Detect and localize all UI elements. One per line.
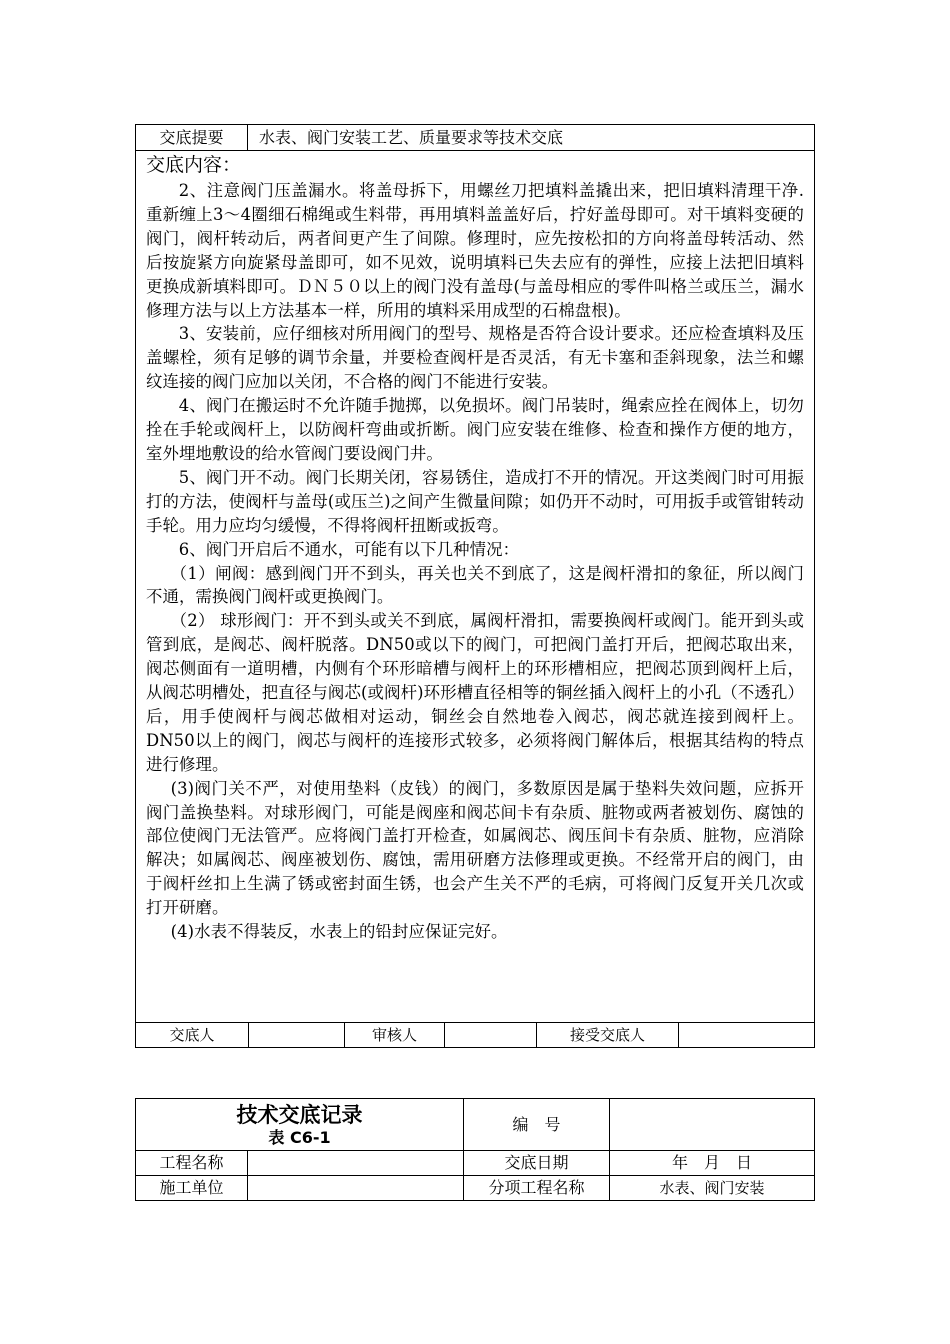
number-label: 编 号 xyxy=(464,1099,610,1151)
paragraph-5: 5、阀门开不动。阀门长期关闭，容易锈住，造成打不开的情况。开这类阀门时可用振打的方法，使阀杆与盖母(或压兰)之间产生微量间隙；如仍开不动时，可用扳手或管钳转动手轮。用力应均匀缓慢，不得将阀杆扭断或扳弯。 xyxy=(146,467,804,535)
summary-label: 交底提要 xyxy=(136,125,248,150)
discloser-field[interactable] xyxy=(249,1023,345,1047)
sub-paragraph-4: (4)水表不得装反，水表上的铅封应保证完好。 xyxy=(170,922,508,942)
number-field[interactable] xyxy=(610,1099,814,1151)
content-heading: 交底内容： xyxy=(146,154,242,176)
paragraph-4: 4、阀门在搬运时不允许随手抛掷，以免损坏。阀门吊装时，绳索应拴在阀体上，切勿拴在手轮或阀杆上，以防阀杆弯曲或折断。阀门应安装在维修、检查和操作方便的地方，室外埋地敷设的给水管阀门要设阀门井。 xyxy=(146,396,804,463)
project-name-field[interactable] xyxy=(248,1151,464,1176)
subproject-name-field[interactable]: 水表、阀门安装 xyxy=(659,1179,765,1197)
summary-row xyxy=(136,125,814,151)
disclosure-content-form xyxy=(135,124,815,1048)
disclosure-date-label: 交底日期 xyxy=(464,1151,610,1176)
paragraph-3: 3、安装前，应仔细核对所用阀门的型号、规格是否符合设计要求。还应检查填料及压盖螺栓，须有足够的调节余量，并要检查阀杆是否灵活，有无卡塞和歪斜现象，法兰和螺纹连接的阀门应加以关闭，不合格的阀门不能进行安装。 xyxy=(146,324,804,392)
disclosure-content xyxy=(136,151,814,1023)
project-name-label: 工程名称 xyxy=(136,1151,248,1176)
paragraph-6: 6、阀门开启后不通水，可能有以下几种情况： xyxy=(178,539,520,559)
sub-paragraph-2: （2） 球形阀门：开不到头或关不到底，属阀杆滑扣，需要换阀杆或阀门。能开到头或管到底，是阀芯、阀杆脱落。DN50或以下的阀门，可把阀门盖打开后，把阀芯取出来，阀芯侧面有一道明槽，内侧有个环形暗槽与阀杆上的环形槽相应，把阀芯顶到阀杆上后，从阀芯明槽处，把直径与阀芯(或阀杆)环形槽直径相等的铜丝插入阀杆上的小孔（不透孔）后，用手使阀杆与阀芯做相对运动，铜丝会自然地卷入阀芯，阀芯就连接到阀杆上。DN50以上的阀门，阀芯与阀杆的连接形式较多，必须将阀门解体后，根据其结构的特点进行修理。 xyxy=(146,611,804,774)
record-title: 技术交底记录 xyxy=(236,1103,363,1127)
reviewer-field[interactable] xyxy=(445,1023,537,1047)
construction-unit-label: 施工单位 xyxy=(136,1176,248,1200)
disclosure-date-field[interactable]: 年 月 日 xyxy=(610,1151,814,1176)
construction-unit-field[interactable] xyxy=(248,1176,464,1200)
summary-value: 水表、阀门安装工艺、质量要求等技术交底 xyxy=(259,128,564,147)
sub-paragraph-3: (3)阀门关不严，对使用垫料（皮钱）的阀门，多数原因是属于垫料失效问题，应拆开阀门盖换垫料。对球形阀门，可能是阀座和阀芯间卡有杂质、脏物或两者被划伤、腐蚀的部位使阀门无法管严。应将阀门盖打开检查，如属阀芯、阀压间卡有杂质、脏物，应消除解决；如属阀芯、阀座被划伤、腐蚀，需用研磨方法修理或更换。不经常开启的阀门，由于阀杆丝扣上生满了锈或密封面生锈，也会产生关不严的毛病，可将阀门反复开关几次或打开研磨。 xyxy=(146,778,804,918)
receiver-field[interactable] xyxy=(679,1023,814,1047)
paragraph-2: 2、注意阀门压盖漏水。将盖母拆下，用螺丝刀把填料盖撬出来，把旧填料清理干净.重新缠上3～4圈细石棉绳或生料带，再用填料盖盖好后，拧好盖母即可。对干填料变硬的阀门，阀杆转动后，两者间更产生了间隙。修理时，应先按松扣的方向将盖母转活动、然后按旋紧方向旋紧母盖即可，如不见效，说明填料已失去应有的弹性，应接上法把旧填料更换成新填料即可。ＤＮ５０以上的阀门没有盖母(与盖母相应的零件叫格兰或压兰，漏水修理方法与以上方法基本一样，所用的填料采用成型的石棉盘根)。 xyxy=(146,181,804,320)
sub-paragraph-1: （1）闸阀：感到阀门开不到头，再关也关不到底了，这是阀杆滑扣的象征，所以阀门不通，需换阀门阀杆或更换阀门。 xyxy=(146,563,804,607)
receiver-label: 接受交底人 xyxy=(537,1023,679,1047)
record-title-block xyxy=(136,1099,464,1151)
record-form-code: 表 C6-1 xyxy=(268,1128,331,1147)
subproject-name-label: 分项工程名称 xyxy=(464,1176,610,1200)
discloser-label: 交底人 xyxy=(136,1023,249,1047)
signature-row xyxy=(136,1022,814,1047)
reviewer-label: 审核人 xyxy=(345,1023,445,1047)
technical-disclosure-record-header xyxy=(135,1098,815,1201)
